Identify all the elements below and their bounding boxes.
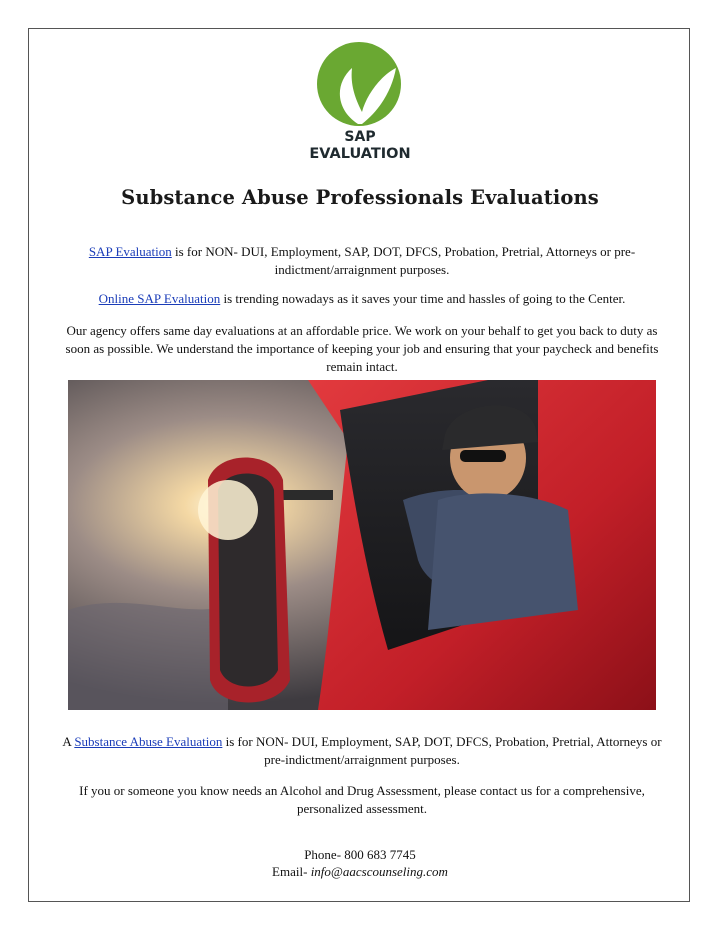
phone-line xyxy=(0,846,720,863)
paragraph1-text: is for NON- DUI, Employment, SAP, DOT, DFCS, Probation, Pretrial, Attorneys or pre-indictment/arraignment purposes. xyxy=(171,244,636,277)
sap-evaluation-link[interactable]: SAP Evaluation xyxy=(88,244,172,259)
driver-sunglasses xyxy=(460,450,506,462)
driver-shirt xyxy=(428,493,578,630)
paragraph-assessment: If you or someone you know needs an Alcohol and Drug Assessment, please contact us for a comprehensive, personalized assessment. xyxy=(79,783,645,816)
logo-text-evaluation: EVALUATION xyxy=(309,146,411,162)
truck-driver-photo xyxy=(68,380,656,710)
paragraph-substance-abuse xyxy=(62,733,662,769)
email-label: Email- xyxy=(272,864,311,879)
contact-block xyxy=(0,846,720,880)
phone-label: Phone- xyxy=(304,847,345,862)
paragraph2-text: is trending nowadays as it saves your time and hassles of going to the Center. xyxy=(220,291,626,306)
online-sap-evaluation-link[interactable]: Online SAP Evaluation xyxy=(98,291,221,306)
paragraph4-prefix: A xyxy=(62,734,75,749)
sun-glow xyxy=(198,480,258,540)
paragraph-agency: Our agency offers same day evaluations at an affordable price. We work on your behalf to get you back to duty as soon as possible. We understand the importance of keeping your job and ensuring that your paycheck and benefits remain intact. xyxy=(65,323,659,374)
paragraph-online-sap xyxy=(62,290,662,308)
phone-number: 800 683 7745 xyxy=(344,847,416,862)
page-title: Substance Abuse Professionals Evaluations xyxy=(121,186,599,209)
email-line xyxy=(0,863,720,880)
substance-abuse-evaluation-link[interactable]: Substance Abuse Evaluation xyxy=(74,734,223,749)
clouds xyxy=(68,603,228,710)
paragraph-sap-evaluation xyxy=(62,243,662,279)
email-address: info@aacscounseling.com xyxy=(310,864,448,879)
paragraph4-text: is for NON- DUI, Employment, SAP, DOT, DFCS, Probation, Pretrial, Attorneys or pre-indictment/arraignment purposes. xyxy=(222,734,662,767)
logo-text-sap: SAP xyxy=(344,129,376,145)
sap-evaluation-logo xyxy=(296,40,424,165)
